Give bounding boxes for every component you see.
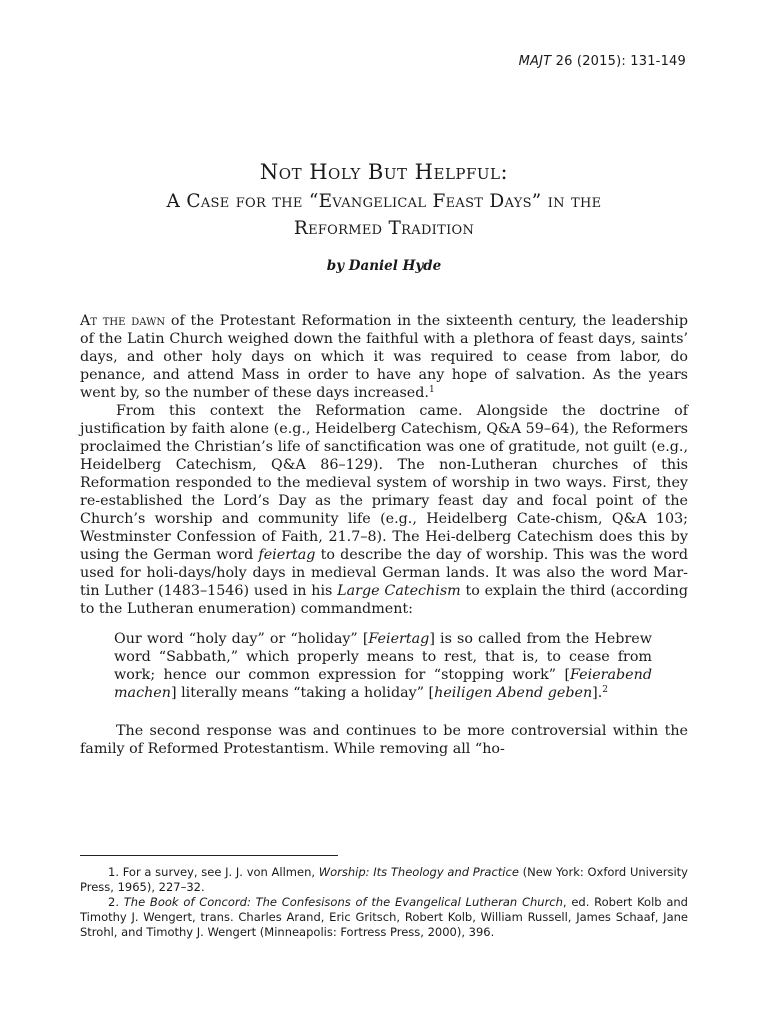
running-header (519, 54, 686, 69)
footnote-1 (80, 865, 688, 895)
quote-text-b: ] is so called from the Hebrew word “Sabbath,” which properly means to rest, that is, to cease from work; hence our common expression for “stopping work” [ (114, 631, 652, 683)
author-byline: by Daniel Hyde (326, 258, 442, 274)
quote-text-a: Our word “holy day” or “holiday” [ (114, 631, 369, 647)
footnote-2 (80, 895, 688, 940)
paragraph-2-text-a: From this context the Reformation came. Alongside the doctrine of justification by faith alone (e.g., Heidelberg Catechism, Q&A 59–64), the Reformers proclaimed the Christian’s life of sanctification was one of gratitude, not guilt (e.g., Heidelberg Catechism, Q&A 86–129). The non-Lutheran churches of this Reformation responded to the medieval system of worship in two ways. First, they re-established the Lord’s Day as the primary feast day and focal point of the Church’s worship and community life (e.g., Heidelberg Cate-chism, Q&A 103; Westminster Confession of Faith, 21.7–8). The Hei-delberg Catechism does this by using the German word (80, 403, 688, 563)
footnote-1-text-b: (New York: Oxford University Press, 1965), 227–32. (80, 865, 688, 894)
subtitle-line-1: A Case for the “Evangelical Feast Days” in the (166, 191, 602, 212)
quote-term-feiertag: Feiertag (368, 631, 430, 647)
subtitle-line-2: Reformed Tradition (293, 218, 475, 239)
paragraph-1 (80, 312, 688, 402)
footnote-2-title: The Book of Concord: The Confesisons of the Evangelical Lutheran Church (123, 895, 563, 909)
journal-citation: 26 (2015): 131-149 (551, 54, 686, 69)
paragraph-3: The second response was and continues to be more controversial within the family of Reformed Protestantism. While removing all “ho- (80, 723, 688, 757)
paragraph-2-text-c: to explain the third (according to the Lutheran enumeration) commandment: (80, 583, 688, 617)
footnote-divider (80, 855, 338, 856)
footnote-ref-2[interactable]: 2 (602, 685, 609, 695)
quote-term-feierabend: Feierabend machen (114, 667, 652, 701)
quote-text-c: ] literally means “taking a holiday” [ (170, 685, 435, 701)
footnote-1-text-a: 1. For a survey, see J. J. von Allmen, (108, 865, 319, 879)
article-subtitle (60, 188, 708, 242)
footnote-1-title: Worship: Its Theology and Practice (318, 865, 519, 879)
term-feiertag: feiertag (258, 547, 316, 563)
quote-text-d: ]. (592, 685, 603, 701)
quote-term-heiligen: heiligen Abend geben (434, 685, 593, 701)
footnote-2-text-b: , ed. Robert Kolb and Timothy J. Wengert, trans. Charles Arand, Eric Gritsch, Robert Kolb, William Russell, James Schaaf, Jane Strohl, and Timothy J. Wengert (Minneapolis: Fortress Press, 2000), 396. (80, 895, 688, 939)
paragraph-2 (80, 402, 688, 618)
title-large-catechism: Large Catechism (337, 583, 461, 599)
footnotes (80, 855, 688, 940)
journal-abbrev: MAJT (518, 54, 552, 69)
paragraph-2-text-b: to describe the day of worship. This was the word used for holi-days/holy days in medieval German lands. It was also the word Mar-tin Luther (1483–1546) used in his (80, 547, 688, 599)
article-title: Not Holy But Helpful: (259, 160, 509, 184)
footnote-ref-1[interactable]: 1 (428, 385, 435, 395)
article-body (80, 312, 688, 758)
footnote-2-text-a: 2. (108, 895, 124, 909)
lead-in: At the dawn (80, 313, 166, 329)
paragraph-1-text: of the Protestant Reformation in the sixteenth century, the leadership of the Latin Church weighed down the faithful with a plethora of feast days, saints’ days, and other holy days on which it was required to cease from labor, do penance, and attend Mass in order to have any hope of salvation. As the years went by, so the number of these days increased. (80, 313, 688, 401)
block-quote (114, 630, 652, 702)
